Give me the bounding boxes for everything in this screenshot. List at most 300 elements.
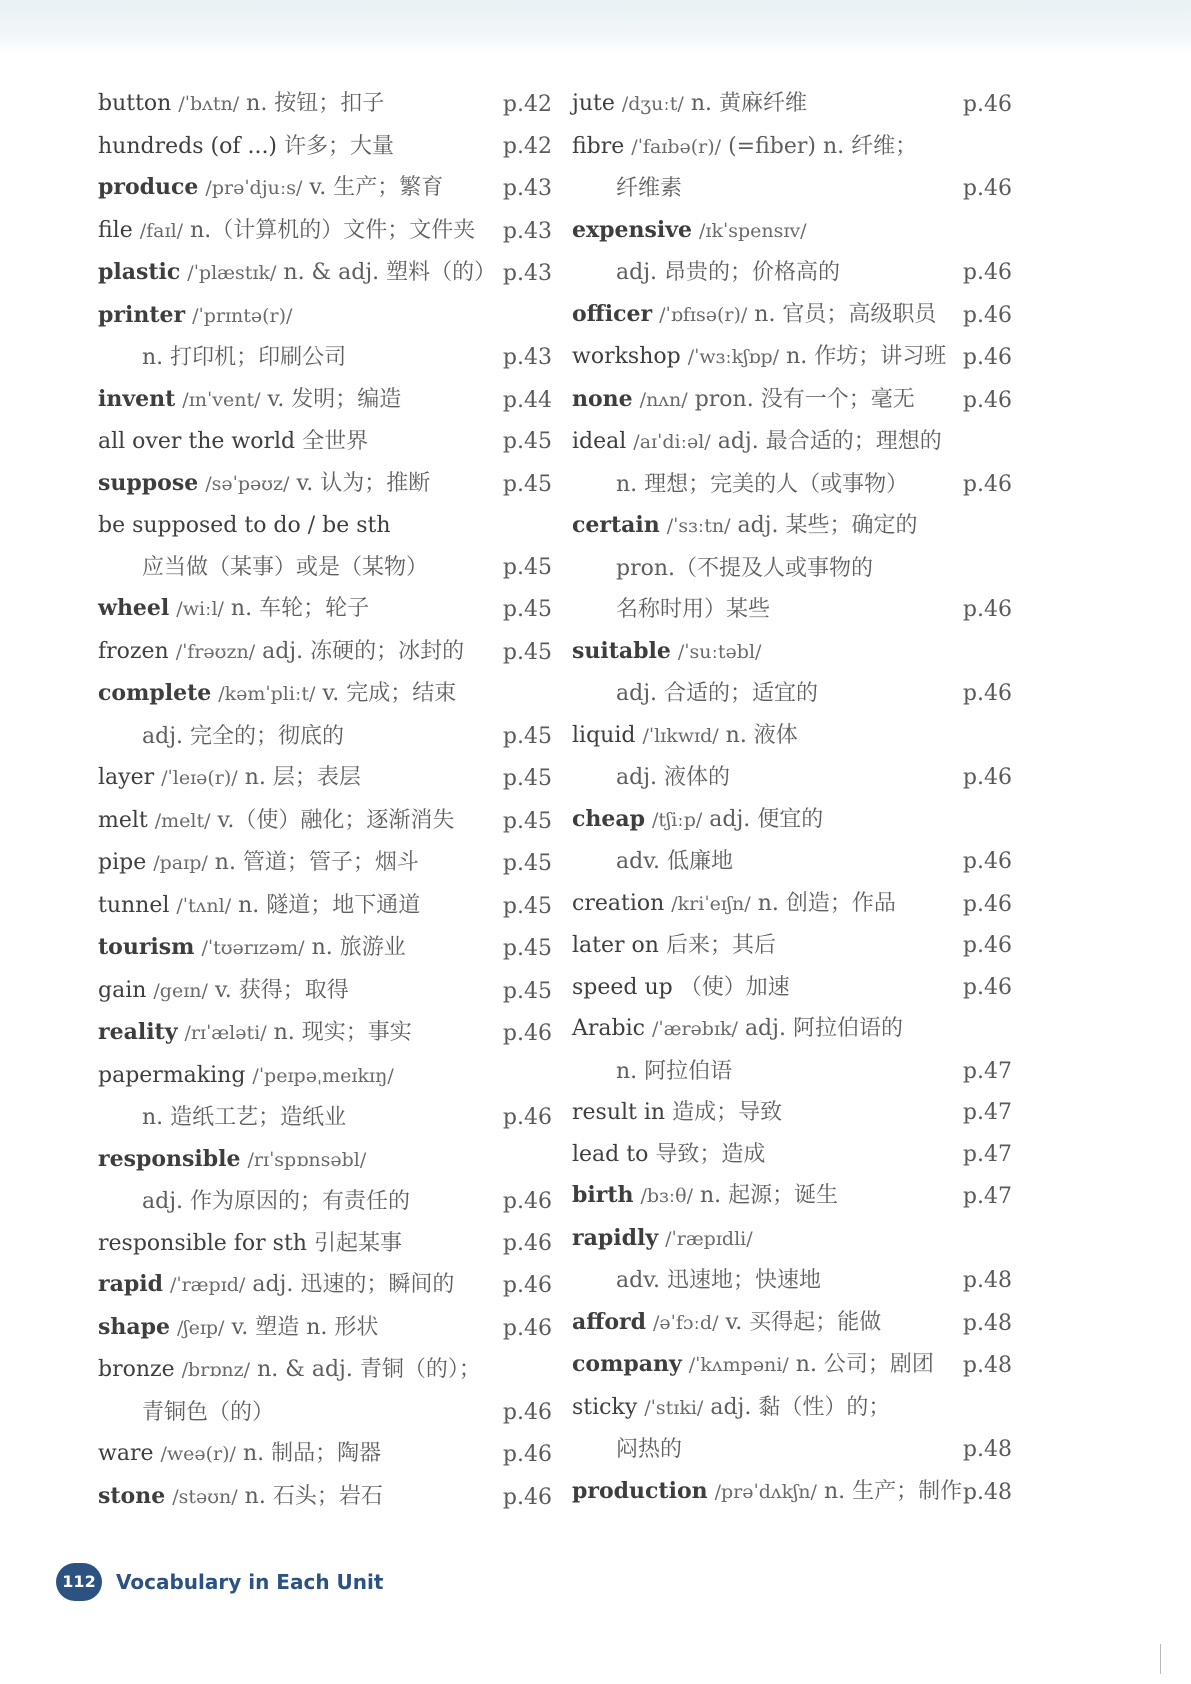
page-reference: p.46 — [502, 1105, 552, 1130]
headword: suitable — [572, 637, 671, 664]
entry-continuation-line — [572, 1429, 1012, 1471]
phonetic: /ˈræpɪd/ — [169, 1274, 246, 1296]
definition: n. 打印机；印刷公司 — [142, 345, 347, 370]
page-reference: p.46 — [502, 1484, 552, 1510]
phonetic: /ˈbʌtn/ — [178, 93, 240, 115]
page-reference: p.48 — [962, 1268, 1012, 1293]
vocab-entry — [572, 379, 1012, 422]
page-reference: p.45 — [502, 723, 552, 749]
phonetic: /geɪn/ — [153, 979, 208, 1002]
phonetic: /ˈprɪntə(r)/ — [192, 304, 293, 327]
vocab-entry — [572, 1471, 1012, 1514]
entry-main-line — [572, 1344, 1012, 1387]
vocab-entry — [572, 505, 1012, 631]
vocab-entry — [572, 126, 1012, 210]
page-reference: p.46 — [502, 1021, 552, 1046]
page-reference: p.46 — [962, 387, 1012, 413]
entry-main-line — [572, 1302, 1012, 1345]
entry-main-line — [98, 885, 552, 928]
vocab-entry — [572, 421, 1012, 505]
entry-main-line — [98, 1223, 552, 1265]
entry-main-line — [572, 967, 1012, 1009]
vocab-entry — [572, 1218, 1012, 1302]
definition: pron.（不提及人或事物的 — [616, 555, 874, 581]
entry-main-line — [98, 800, 552, 843]
headword: jute — [572, 91, 615, 116]
phonetic: /əˈfɔːd/ — [652, 1311, 719, 1334]
phonetic: /ˈstɪki/ — [644, 1396, 704, 1419]
page-reference: p.45 — [502, 639, 552, 665]
entry-main-line — [98, 167, 552, 210]
entry-continuation-line — [572, 168, 1012, 210]
page-reference: p.45 — [502, 808, 552, 834]
entry-continuation-line — [572, 757, 1012, 799]
entry-continuation-line — [98, 547, 552, 589]
phonetic: /səˈpəʊz/ — [205, 472, 290, 495]
entry-main-line — [98, 1139, 552, 1182]
phonetic: /ˈtʊərɪzəm/ — [201, 937, 305, 959]
phonetic: /tʃiːp/ — [652, 808, 703, 831]
entry-main-line — [98, 252, 552, 295]
vocab-entry — [98, 842, 552, 885]
entry-continuation-line — [572, 1260, 1012, 1302]
phonetic: /ˈræpɪdli/ — [665, 1227, 753, 1250]
headword: certain — [572, 512, 660, 538]
definition: n. 隧道；地下通道 — [238, 892, 421, 918]
definition: v. 获得；取得 — [214, 977, 349, 1003]
page-reference: p.47 — [962, 1058, 1012, 1084]
headword: produce — [98, 174, 199, 200]
phonetic: /ˈsɜːtn/ — [666, 515, 731, 537]
entry-main-line — [572, 1092, 1012, 1134]
page-reference: p.46 — [502, 1273, 552, 1298]
headword: frozen — [98, 638, 169, 664]
headword: tunnel — [98, 892, 170, 918]
headword: complete — [98, 680, 212, 706]
page-reference: p.45 — [502, 893, 552, 919]
headword: pipe — [98, 850, 147, 875]
definition: adj. 昂贵的；价格高的 — [616, 260, 841, 285]
headword: afford — [572, 1308, 646, 1335]
definition: adj. 合适的；适宜的 — [616, 681, 819, 706]
entry-continuation-line — [98, 1097, 552, 1139]
entry-main-line — [98, 842, 552, 885]
definition: n. 按钮；扣子 — [246, 91, 385, 116]
definition: adj. 迅速的；瞬间的 — [252, 1272, 455, 1297]
vocab-entry — [572, 336, 1012, 379]
page-reference: p.45 — [502, 851, 552, 876]
definition: adj. 某些；确定的 — [737, 513, 918, 538]
page-reference: p.46 — [962, 597, 1012, 622]
page-reference: p.42 — [502, 92, 552, 117]
top-decorative-band — [0, 0, 1191, 55]
vocab-entry — [98, 1307, 552, 1350]
entry-main-line — [572, 1471, 1012, 1514]
definition: 闷热的 — [616, 1437, 683, 1462]
headword: liquid — [572, 722, 636, 748]
vocab-entry — [572, 1344, 1012, 1387]
phonetic: /prəˈdʌkʃn/ — [714, 1480, 817, 1503]
headword: gain — [98, 977, 147, 1003]
phonetic: /ˈpeɪpəˌmeɪkɪŋ/ — [252, 1064, 394, 1087]
vocab-entry — [572, 83, 1012, 126]
vocab-entry — [572, 925, 1012, 967]
page-reference: p.46 — [962, 176, 1012, 201]
definition: pron. 没有一个；毫无 — [694, 386, 915, 412]
page-reference: p.45 — [502, 471, 552, 497]
entry-main-line — [572, 715, 1012, 758]
entry-main-line — [98, 463, 552, 506]
page-reference: p.45 — [502, 554, 552, 580]
page-reference: p.46 — [962, 974, 1012, 1000]
entry-main-line — [98, 631, 552, 674]
entry-main-line — [98, 379, 552, 422]
phonetic: /nʌn/ — [639, 388, 688, 411]
headword: responsible for sth — [98, 1230, 307, 1256]
entry-main-line — [98, 505, 552, 547]
phonetic: /brɒnz/ — [181, 1359, 251, 1381]
vocab-entry — [572, 799, 1012, 883]
entry-main-line — [572, 1387, 1012, 1430]
phonetic: /kriˈeɪʃn/ — [671, 892, 751, 915]
definition: v. 塑造 n. 形状 — [231, 1314, 379, 1340]
entry-continuation-line — [572, 589, 1012, 631]
definition: 名称时用）某些 — [616, 597, 771, 622]
entry-main-line — [98, 1433, 552, 1476]
entry-main-line — [98, 83, 552, 126]
phonetic: /ˈfrəʊzn/ — [175, 640, 256, 663]
phonetic: /ˈærəbɪk/ — [651, 1018, 738, 1040]
headword: expensive — [572, 216, 693, 243]
phonetic: /kəmˈpliːt/ — [218, 683, 316, 705]
vocab-entry — [98, 126, 552, 168]
headword: plastic — [98, 259, 181, 285]
vocab-entry — [98, 1433, 552, 1476]
vocab-entry — [98, 1476, 552, 1519]
entry-main-line — [572, 799, 1012, 842]
vocab-entry — [98, 1055, 552, 1139]
entry-main-line — [98, 421, 552, 463]
page-reference: p.46 — [502, 1315, 552, 1341]
entry-continuation-line — [572, 548, 1012, 590]
definition: n. 生产；制作 — [823, 1478, 963, 1504]
page-reference: p.45 — [502, 978, 552, 1004]
definition: n. 造纸工艺；造纸业 — [142, 1105, 347, 1130]
page-reference: p.46 — [962, 933, 1012, 958]
page-reference: p.46 — [962, 345, 1012, 370]
vocab-entry — [98, 463, 552, 506]
definition: (=fiber) n. 纤维； — [728, 133, 918, 159]
definition: 引起某事 — [313, 1230, 402, 1256]
vocab-entry — [98, 295, 552, 379]
page-reference: p.47 — [962, 1141, 1012, 1167]
entry-continuation-line — [98, 337, 552, 379]
corner-mark — [1160, 1644, 1173, 1674]
phonetic: /stəʊn/ — [172, 1485, 238, 1508]
phonetic: /ˈɒfɪsə(r)/ — [659, 303, 748, 326]
definition: n. 公司；剧团 — [795, 1352, 934, 1377]
definition: 许多；大量 — [284, 133, 395, 159]
phonetic: /prəˈdjuːs/ — [205, 177, 303, 199]
page-reference: p.46 — [962, 302, 1012, 328]
entry-main-line — [98, 970, 552, 1013]
headword: birth — [572, 1182, 634, 1208]
vocab-entry — [98, 927, 552, 970]
entry-main-line — [572, 83, 1012, 126]
vocab-column-left — [98, 83, 552, 1518]
definition: 纤维素 — [616, 176, 683, 201]
headword: invent — [98, 385, 176, 412]
page-reference: p.47 — [962, 1100, 1012, 1125]
page-reference: p.48 — [962, 1310, 1012, 1336]
phonetic: /wiːl/ — [176, 598, 224, 620]
page-reference: p.46 — [962, 891, 1012, 917]
entry-continuation-line — [98, 1392, 552, 1434]
vocab-entry — [98, 1223, 552, 1265]
phonetic: /ˈtʌnl/ — [176, 894, 232, 917]
entry-main-line — [572, 1175, 1012, 1218]
vocab-entry — [98, 210, 552, 253]
phonetic: /ʃeɪp/ — [177, 1316, 225, 1339]
headword: speed up — [572, 974, 673, 1000]
phonetic: /ˈkʌmpəni/ — [688, 1354, 789, 1376]
definition: adj. 黏（性）的； — [710, 1394, 891, 1420]
headword: be supposed to do / be sth — [98, 513, 391, 538]
page-reference: p.45 — [502, 429, 552, 454]
definition: v.（使）融化；逐渐消失 — [217, 807, 455, 833]
definition: 后来；其后 — [665, 933, 776, 958]
page-reference: p.46 — [962, 849, 1012, 874]
definition: adj. 最合适的；理想的 — [717, 429, 942, 454]
vocab-entry — [98, 885, 552, 928]
page-reference: p.45 — [502, 936, 552, 961]
headword: layer — [98, 765, 155, 790]
vocab-entry — [572, 294, 1012, 337]
page-reference: p.46 — [962, 92, 1012, 117]
vocab-entry — [572, 1092, 1012, 1134]
entry-main-line — [98, 757, 552, 800]
page-reference: p.42 — [502, 133, 552, 159]
definition: n. 制品；陶器 — [242, 1441, 382, 1466]
entry-main-line — [572, 379, 1012, 422]
definition: adj. 完全的；彻底的 — [142, 723, 345, 749]
vocab-entry — [98, 252, 552, 295]
headword: bronze — [98, 1357, 175, 1382]
definition: v. 生产；繁育 — [309, 175, 444, 200]
definition: n.（计算机的）文件；文件夹 — [190, 217, 476, 243]
entry-main-line — [98, 210, 552, 253]
definition: n. 黄麻纤维 — [690, 91, 807, 116]
page-reference: p.46 — [502, 1399, 552, 1425]
vocab-entry — [572, 1387, 1012, 1471]
vocab-entry — [98, 1349, 552, 1433]
entry-main-line — [98, 927, 552, 970]
page-reference: p.46 — [962, 765, 1012, 790]
definition: n. & adj. 塑料（的） — [283, 260, 497, 285]
entry-continuation-line — [572, 841, 1012, 883]
definition: adj. 阿拉伯语的 — [744, 1016, 903, 1041]
entry-main-line — [572, 421, 1012, 464]
definition: （使）加速 — [679, 974, 790, 1000]
entry-main-line — [572, 631, 1012, 674]
definition: n. 层；表层 — [244, 765, 361, 790]
headword: stone — [98, 1482, 166, 1509]
headword: production — [572, 1477, 708, 1504]
headword: officer — [572, 300, 653, 327]
entry-continuation-line — [572, 252, 1012, 294]
entry-main-line — [98, 588, 552, 631]
definition: adj. 冻硬的；冰封的 — [262, 638, 465, 664]
headword: printer — [98, 301, 186, 328]
page-reference: p.48 — [962, 1479, 1012, 1505]
page-reference: p.46 — [502, 1230, 552, 1256]
headword: reality — [98, 1019, 178, 1045]
headword: result in — [572, 1100, 666, 1125]
page-reference: p.45 — [502, 597, 552, 622]
headword: tourism — [98, 934, 195, 960]
headword: sticky — [572, 1394, 638, 1420]
vocab-entry — [572, 1175, 1012, 1218]
page-reference: p.46 — [962, 260, 1012, 285]
page-reference: p.48 — [962, 1437, 1012, 1462]
headword: ware — [98, 1441, 154, 1466]
headword: workshop — [572, 344, 681, 369]
entry-main-line — [98, 1055, 552, 1098]
vocab-entry — [98, 505, 552, 588]
page-reference: p.43 — [502, 345, 552, 370]
headword: suppose — [98, 469, 199, 496]
vocab-entry — [98, 588, 552, 631]
page-reference: p.43 — [502, 261, 552, 286]
vocab-entry — [572, 210, 1012, 294]
entry-continuation-line — [572, 1051, 1012, 1093]
page-reference: p.46 — [502, 1442, 552, 1467]
phonetic: /ˈleɪə(r)/ — [161, 767, 238, 789]
vocab-entry — [98, 379, 552, 422]
entry-main-line — [572, 883, 1012, 926]
definition: adj. 液体的 — [616, 765, 731, 790]
entry-main-line — [572, 1008, 1012, 1051]
headword: shape — [98, 1313, 171, 1340]
entry-main-line — [572, 294, 1012, 337]
footer-title: Vocabulary in Each Unit — [116, 1570, 384, 1594]
page-reference: p.43 — [502, 218, 552, 244]
vocab-entry — [572, 1134, 1012, 1176]
definition: 全世界 — [302, 429, 369, 454]
entry-main-line — [98, 1476, 552, 1519]
definition: adj. 便宜的 — [709, 806, 824, 832]
entry-main-line — [572, 505, 1012, 548]
vocab-entry — [98, 167, 552, 210]
headword: hundreds (of ...) — [98, 133, 278, 159]
headword: Arabic — [572, 1016, 645, 1041]
phonetic: /paɪp/ — [153, 852, 208, 874]
entry-continuation-line — [572, 673, 1012, 715]
headword: lead to — [572, 1141, 649, 1167]
phonetic: /ɪnˈvent/ — [182, 388, 261, 411]
vocab-column-right — [572, 83, 1012, 1513]
entry-main-line — [98, 295, 552, 338]
phonetic: /ɪkˈspensɪv/ — [699, 219, 807, 242]
definition: n. 阿拉伯语 — [616, 1058, 733, 1084]
headword: ideal — [572, 429, 627, 454]
entry-main-line — [98, 1264, 552, 1307]
vocab-entry — [98, 1139, 552, 1223]
page-reference: p.48 — [962, 1353, 1012, 1378]
phonetic: /weə(r)/ — [160, 1443, 236, 1465]
entry-continuation-line — [572, 464, 1012, 506]
definition: v. 完成；结束 — [322, 681, 457, 706]
headword: melt — [98, 807, 148, 833]
vocab-entry — [98, 673, 552, 757]
page-reference: p.46 — [962, 681, 1012, 706]
phonetic: /aɪˈdiːəl/ — [633, 431, 711, 453]
definition: n. 旅游业 — [311, 935, 406, 960]
headword: rapidly — [572, 1224, 659, 1251]
vocab-entry — [98, 1012, 552, 1055]
phonetic: /rɪˈæləti/ — [184, 1022, 267, 1044]
phonetic: /dʒuːt/ — [621, 93, 684, 115]
headword: file — [98, 217, 133, 243]
definition: adj. 作为原因的；有责任的 — [142, 1189, 411, 1214]
definition: v. 认为；推断 — [296, 470, 431, 496]
definition: n. 现实；事实 — [273, 1020, 412, 1045]
definition: n. 创造；作品 — [757, 890, 896, 916]
entry-main-line — [98, 1349, 552, 1392]
headword: button — [98, 91, 172, 116]
entry-main-line — [572, 336, 1012, 379]
headword: none — [572, 385, 633, 412]
page-reference: p.46 — [502, 1189, 552, 1214]
page-number-badge: 112 — [56, 1563, 102, 1601]
vocab-entry — [98, 631, 552, 674]
page-reference: p.47 — [962, 1184, 1012, 1209]
entry-main-line — [572, 210, 1012, 253]
definition: 导致；造成 — [655, 1141, 766, 1167]
definition: n. 车轮；轮子 — [230, 596, 370, 621]
page-reference: p.45 — [502, 766, 552, 791]
vocab-entry — [98, 757, 552, 800]
page-reference: p.44 — [502, 387, 552, 413]
phonetic: /ˈlɪkwɪd/ — [642, 724, 719, 747]
entry-continuation-line — [98, 1181, 552, 1223]
definition: 造成；导致 — [672, 1100, 783, 1125]
vocab-entry — [98, 83, 552, 126]
headword: creation — [572, 890, 665, 916]
vocab-entry — [572, 1302, 1012, 1345]
entry-main-line — [98, 1012, 552, 1055]
headword: cheap — [572, 805, 646, 832]
vocab-entry — [572, 1008, 1012, 1092]
definition: n. 管道；管子；烟斗 — [214, 850, 419, 875]
vocab-entry — [572, 631, 1012, 715]
definition: 应当做（某事）或是（某物） — [142, 554, 429, 580]
entry-main-line — [98, 126, 552, 168]
phonetic: /faɪl/ — [139, 219, 184, 242]
vocab-entry — [98, 970, 552, 1013]
vocab-entry — [98, 800, 552, 843]
definition: n. 理想；完美的人（或事物） — [616, 471, 909, 497]
definition: 青铜色（的） — [142, 1399, 275, 1425]
phonetic: /melt/ — [154, 809, 211, 832]
headword: responsible — [98, 1145, 241, 1172]
headword: papermaking — [98, 1062, 246, 1088]
headword: rapid — [98, 1271, 163, 1297]
definition: n. & adj. 青铜（的）； — [257, 1357, 481, 1382]
vocab-entry — [98, 1264, 552, 1307]
phonetic: /bɜːθ/ — [640, 1185, 693, 1207]
definition: n. 石头；岩石 — [244, 1483, 383, 1509]
